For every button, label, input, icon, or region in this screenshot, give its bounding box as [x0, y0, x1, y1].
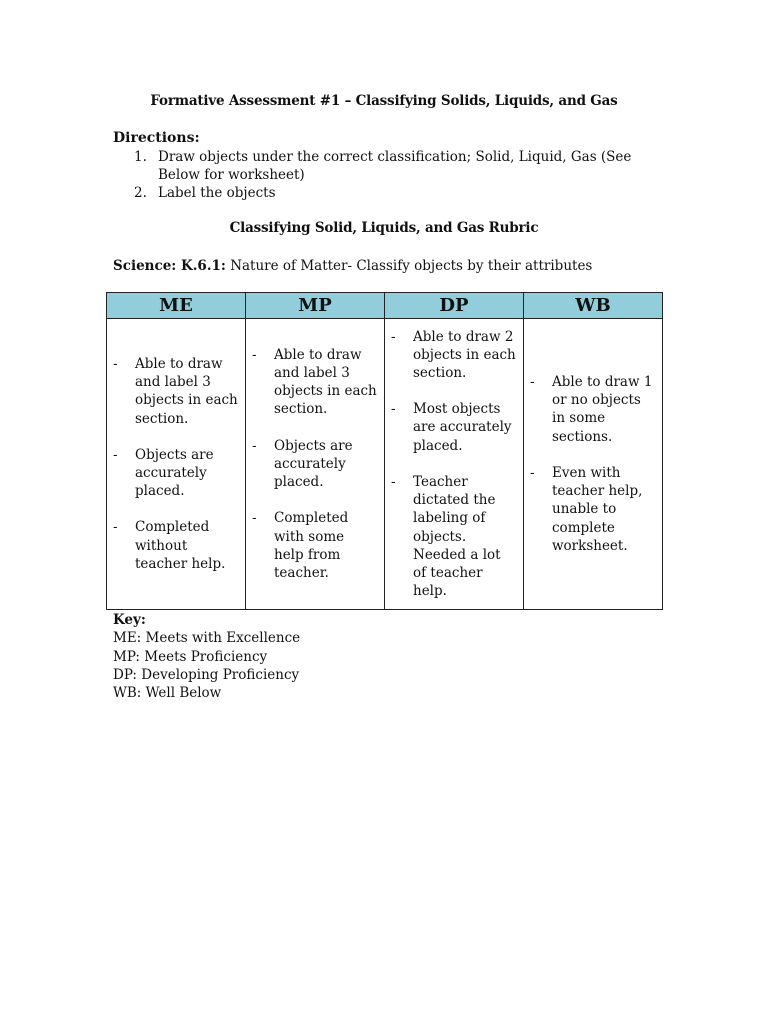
criteria-text: Able to draw 1 or no objects in some sections.	[552, 374, 653, 445]
rubric-cell-mp	[246, 319, 385, 610]
document-title: Formative Assessment #1 – Classifying Solids, Liquids, and Gas	[150, 93, 618, 109]
criteria-text: Able to draw and label 3 objects in each section.	[135, 355, 238, 427]
rubric-title: Classifying Solid, Liquids, and Gas Rubric	[229, 220, 539, 236]
key-heading: Key:	[113, 612, 146, 628]
rubric-header-dp: DP	[385, 293, 524, 319]
criteria-text: Completed without teacher help.	[135, 519, 226, 572]
criteria-item: - Able to draw and label 3 objects in each section.	[252, 346, 377, 418]
direction-item	[134, 148, 654, 184]
criteria-item: - Completed without teacher help.	[113, 519, 226, 572]
criteria-text: Most objects are accurately placed.	[413, 401, 512, 454]
rubric-table	[106, 292, 663, 610]
criteria-item: - Able to draw 1 or no objects in some sections.	[530, 374, 653, 445]
directions-heading: Directions:	[113, 130, 200, 146]
key-entry: ME: Meets with Excellence	[113, 630, 301, 647]
criteria-text: Able to draw and label 3 objects in each section.	[274, 346, 377, 418]
rubric-header-mp: MP	[246, 293, 385, 319]
criteria-text: Able to draw 2 objects in each section.	[413, 328, 516, 382]
key-legend	[113, 611, 300, 702]
criteria-list	[113, 355, 239, 573]
rubric-header-wb: WB	[524, 293, 663, 319]
direction-number: 1.	[134, 149, 147, 165]
rubric-cell-dp	[385, 319, 524, 610]
criteria-text: Even with teacher help, unable to complete worksheet.	[552, 464, 643, 554]
standard-line	[113, 258, 592, 274]
rubric-header-me: ME	[107, 293, 246, 319]
direction-item	[134, 184, 654, 202]
criteria-item: - Able to draw 2 objects in each section.	[391, 328, 516, 382]
rubric-cell-me	[107, 319, 246, 610]
rubric-cell-wb	[524, 319, 663, 610]
criteria-text: Objects are accurately placed.	[274, 437, 353, 491]
directions-list	[134, 148, 654, 202]
criteria-text: Completed with some help from teacher.	[274, 510, 349, 581]
criteria-text: Teacher dictated the labeling of objects. Needed a lot of teacher help.	[413, 473, 501, 600]
criteria-item: - Even with teacher help, unable to complete worksheet.	[530, 464, 643, 554]
criteria-item: - Completed with some help from teacher.	[252, 510, 349, 581]
criteria-list	[530, 373, 656, 555]
key-entry: WB: Well Below	[113, 685, 222, 702]
direction-text: Label the objects	[158, 185, 276, 201]
key-entry: MP: Meets Proficiency	[113, 648, 268, 665]
criteria-list	[391, 328, 517, 601]
criteria-item: - Able to draw and label 3 objects in each section.	[113, 355, 238, 427]
standard-label: Science: K.6.1:	[113, 258, 226, 274]
rubric-header-row	[107, 293, 663, 319]
criteria-list	[252, 346, 378, 582]
direction-text: Draw objects under the correct classification; Solid, Liquid, Gas (See Below for worksheet)	[158, 149, 632, 183]
standard-text: Nature of Matter- Classify objects by their attributes	[225, 258, 593, 274]
criteria-item: - Objects are accurately placed.	[252, 437, 353, 491]
rubric-criteria-row	[107, 319, 663, 610]
key-entry: DP: Developing Proficiency	[113, 666, 300, 683]
criteria-text: Objects are accurately placed.	[135, 446, 214, 500]
criteria-item: - Teacher dictated the labeling of objects. Needed a lot of teacher help.	[391, 473, 501, 600]
criteria-item: - Most objects are accurately placed.	[391, 401, 512, 454]
direction-number: 2.	[134, 185, 147, 201]
criteria-item: - Objects are accurately placed.	[113, 446, 214, 500]
